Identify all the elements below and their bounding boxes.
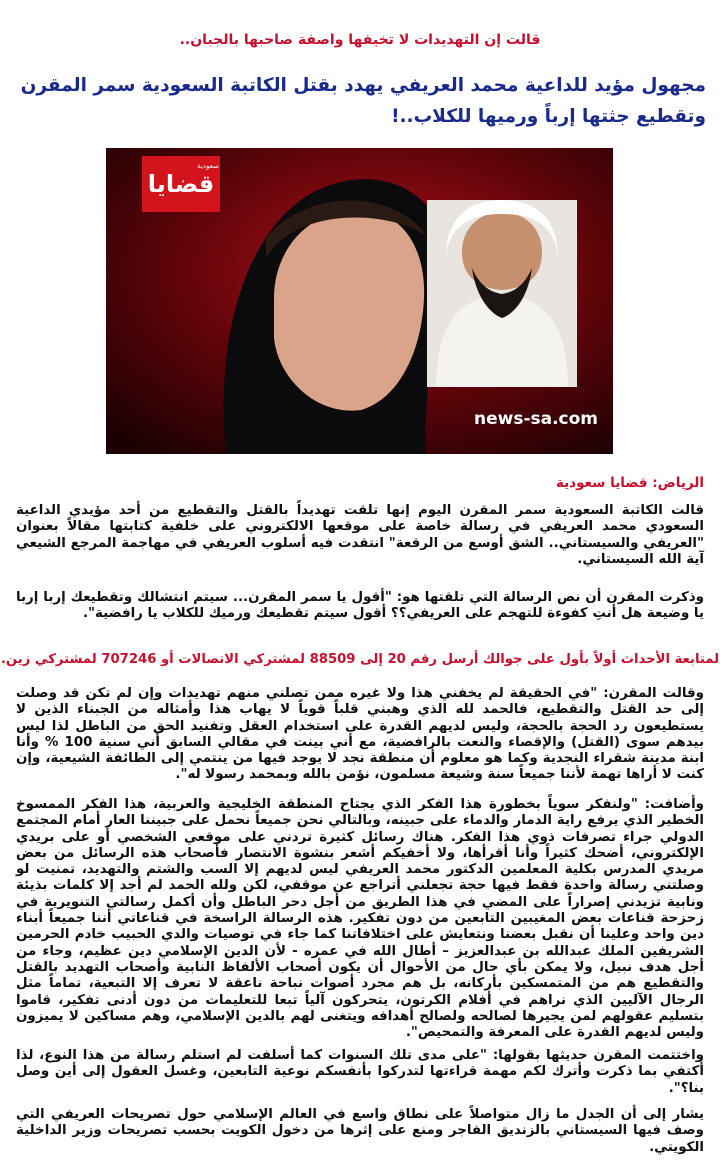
paragraph-1: قالت الكاتبة السعودية سمر المقرن اليوم إنها تلقت تهديداً بالقتل والتقطيع من أحد مؤيدي الداعية السعودي محمد العريفي في رسالة خاصة على موقعها الالكتروني على خلفية كتابتها مقالاً بعنوان "العريفي والسيستاني.. الشق أوسع من الرقعة" انتقدت فيه أسلوب العريفي في مهاجمة المرجع الشيعي آية الله السيستاني. <box>16 503 704 567</box>
article-kicker: قالت إن التهديدات لا تخيفها واصفة صاحبها بالجبان.. <box>179 32 541 48</box>
paragraph-4: وأضافت: "ولنفكر سوياً بخطورة هذا الفكر الذي يجتاح المنطقة الخليجية والعربية، هذا الفكر الممسوخ الخطير الذي يرفع راية الدمار والدماء على جبينه، وبالتالي نحن جميعاً نحمل على جبيننا العار أمام المجتمع الدولي جراء تصرفات ذوي هذا الفكر. هناك رسائل كثيرة تردني على موقعي الشخصي أو على بريدي الإلكتروني، أضحك كثيراً وأنا أقرأها، ولا أخفيكم أشعر بنشوة الانتصار فأصحاب هذه الرسائل من بعض مريدي المدرس بكلية المعلمين الدكتور محمد العريفي ليس لديهم إلا السب والشتم والتهديد، تمنيت لو وصلتني رسالة واحدة فقط فيها حجة تجعلني أتراجع عن موقفي، لكن ولله الحمد لم أجد إلا كلمات بذيئة ونابية تزيدني إصراراً على المضي في هذا الطريق من أجل دحر الباطل وأن أكمل رسالتي التنويرية في زحزحة قناعات بعض المغيبين التابعين من دون تفكير. هذه الرسالة الراسخة في قناعاتي أننا جميعاً أبناء دين واحد وعلينا أن نقبل بعضنا ونتعايش على اختلافاتنا كما جاء في توصيات والدي الحبيب خادم الحرمين الشريفين الملك عبدالله بن عبدالعزيز – أطال الله في عمره - لأن الدين الإسلامي دين عظيم، وجاء من أجل هدف نبيل، ولا يمكن بأي حال من الأحوال أن يكون أصحاب الألفاظ النابية وأصحاب التهديد بالقتل والتقطيع هم من المتمسكين بأركانه، بل هم مجرد أصوات نباحة ناعقة لا تعرف إلا التبعية، تماماً مثل الرجال الآليين الذي نراهم في أفلام الكرتون، يتحركون آلياً تبعا للتعليمات من دون أدنى تفكير، قاموا بتسليم عقولهم لمن يجيرها لصالحه ولصالح أهدافه ويتغنى لهم بالدين الإسلامي، وهم مساكين لا يميزون وليس لديهم القدرة على المعرفة والتمحيص". <box>16 797 704 1041</box>
promo-line: لمتابعة الأحداث أولاً بأول على جوالك أرسل رقم 20 إلى 88509 لمشتركي الاتصالات أو 707246 لمشتركي زين. <box>0 652 720 667</box>
paragraph-3: وقالت المقرن: "في الحقيقة لم يخفني هذا ولا غيره ممن تصلني منهم تهديدات وإن لم تكن قد وصلت إلى حد القتل والتقطيع، فالحمد لله الذي وهبني قلباً قوياً لا يهاب هذا وأمثاله من الجبناء الذين لا يستطيعون رد الحجة بالحجة، وليس لديهم القدرة على استخدام العقل وتفنيد الحق من الباطل لذا ليس بيدهم سوى (القتل) والإقصاء والنعت بالرافضية، مع أني بينت في مقالي السابق أني سنية 100 % وأنا ابنة مدينة شقراء النجدية وكما هو معلوم أن منطقة نجد لا يوجد فيها من ينتمي إلى الطائفة الشيعية، وإن كنت لا أراها تهمة لأننا جميعاً سنة وشيعة مسلمون، نؤمن بالله وبمحمد رسولا له". <box>16 686 704 783</box>
article-photo <box>106 148 613 454</box>
watermark-text: news-sa.com <box>473 409 599 429</box>
paragraph-5: واختتمت المقرن حديثها بقولها: "على مدى تلك السنوات كما أسلفت لم استلم رسالة من هذا النوع، لذا أكتفي بما ذكرت وأترك لكم مهمة قراءتها لتدركوا بأنفسكم نوعية التابعين، وغسل العقول إلى أين وصل بنا؟". <box>16 1048 704 1096</box>
paragraph-6: يشار إلى أن الجدل ما زال متواصلاً على نطاق واسع في العالم الإسلامي حول تصريحات العريفي التي وصف فيها السيستاني بالزنديق الفاجر ومنع على إثرها من دخول الكويت بحسب تصريحات وزير الداخلية الكويتي. <box>16 1107 704 1155</box>
article-headline: مجهول مؤيد للداعية محمد العريفي يهدد بقتل الكاتبة السعودية سمر المقرن وتقطيع جثتها إرباً ورميها للكلاب..! <box>20 75 706 127</box>
logo-small-text: سعودية <box>197 162 219 170</box>
article-source: الرياض: قضايا سعودية <box>555 475 704 491</box>
logo-text: قضايا <box>147 170 215 198</box>
paragraph-2: وذكرت المقرن أن نص الرسالة التي تلقتها هو: "أقول يا سمر المقرن... سيتم انتشالك وتقطيعك إربا إربا يا وضيعة هل أنتِ كفوءة للتهجم على العريفي؟؟ أقول سيتم تقطيعك ورميك للكلاب يا رافضية". <box>16 590 704 622</box>
